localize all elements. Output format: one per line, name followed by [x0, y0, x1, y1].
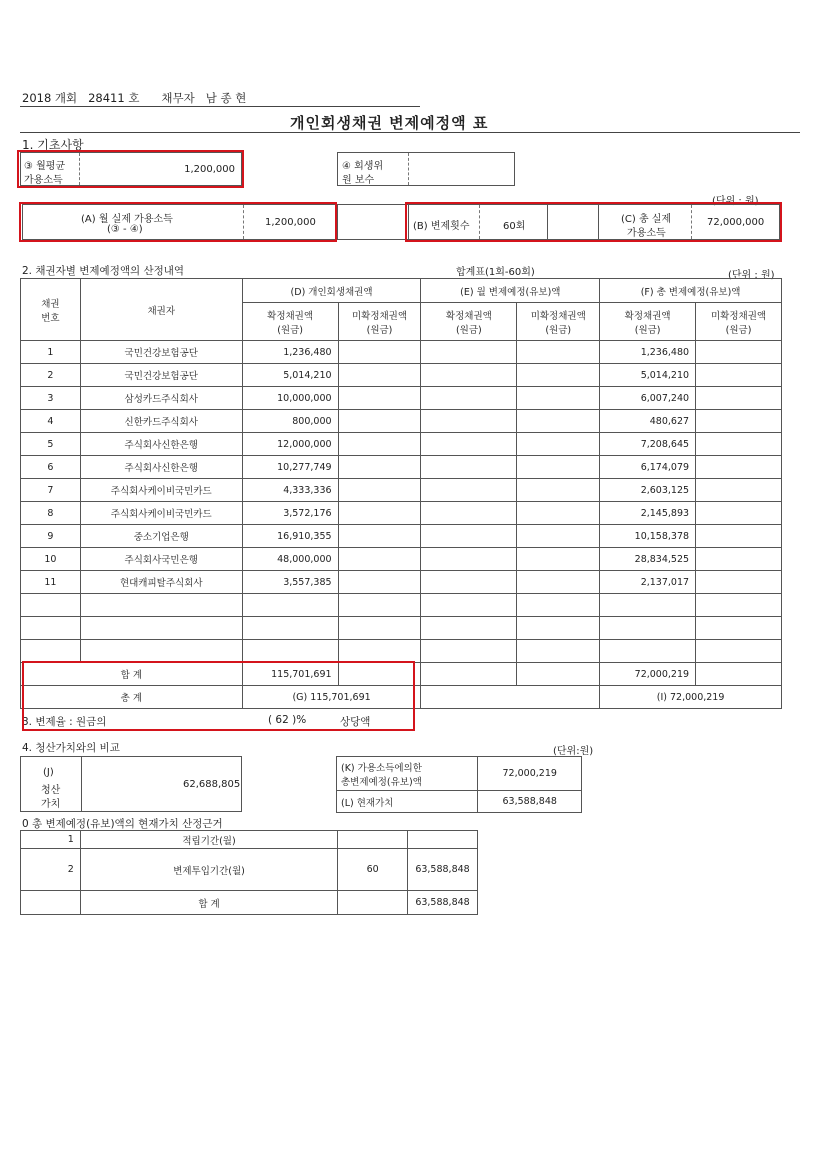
table-row — [21, 502, 782, 525]
row-f-confirmed: 2,603,125 — [600, 479, 696, 502]
row-no — [21, 617, 81, 640]
sub-paren: (원금) — [725, 324, 752, 336]
sub-label: 미확정채권액 — [351, 310, 408, 322]
j-label-3: 가치 — [41, 799, 61, 810]
row-f-unconfirmed — [696, 525, 782, 548]
row-creditor: 중소기업은행 — [80, 525, 242, 548]
comparison-table — [336, 756, 582, 813]
pv-total-no — [21, 891, 81, 915]
row-d-unconfirmed — [338, 387, 421, 410]
row-no: 7 — [21, 479, 81, 502]
pv-no: 2 — [21, 849, 81, 891]
row-f-confirmed: 2,137,017 — [600, 571, 696, 594]
pv-months: 60 — [338, 849, 408, 891]
pv-label: 변제투입기간(월) — [80, 849, 337, 891]
row-f-confirmed: 28,834,525 — [600, 548, 696, 571]
row-no — [21, 640, 81, 663]
subtotal-e-unconfirmed — [517, 663, 600, 686]
row-f-confirmed: 7,208,645 — [600, 433, 696, 456]
row-e-unconfirmed — [517, 502, 600, 525]
col-no-1: 채권 — [41, 298, 60, 310]
row-d-unconfirmed — [338, 364, 421, 387]
table-row — [21, 640, 782, 663]
subtotal-d: 115,701,691 — [242, 663, 338, 686]
row-d-unconfirmed — [338, 571, 421, 594]
row-f-unconfirmed — [696, 364, 782, 387]
pv-total-label: 합 계 — [80, 891, 337, 915]
row-d-confirmed: 48,000,000 — [242, 548, 338, 571]
sub-label: 미확정채권액 — [711, 310, 767, 322]
pv-row-1 — [21, 831, 478, 849]
section5-heading: 0 총 변제예정(유보)액의 현재가치 산정근거 — [22, 818, 223, 830]
row-e-confirmed — [421, 617, 517, 640]
row-creditor: 국민건강보험공단 — [80, 341, 242, 364]
repayment-rate-value: ( 62 )% — [268, 714, 307, 726]
case-number — [22, 90, 246, 106]
table-row — [21, 594, 782, 617]
page-title: 개인회생채권 변제예정액 표 — [290, 114, 489, 132]
row-no: 3 — [21, 387, 81, 410]
pv-months — [338, 831, 408, 849]
row-d-unconfirmed — [338, 502, 421, 525]
sub-paren: (원금) — [277, 324, 303, 336]
subtotal-f: 72,000,219 — [600, 663, 696, 686]
row-d-unconfirmed — [338, 456, 421, 479]
row-d-confirmed — [242, 594, 338, 617]
l-label: (L) 현재가치 — [337, 791, 478, 813]
monthly-income-label-1: ③ 월평균 — [24, 161, 66, 172]
row-no: 10 — [21, 548, 81, 571]
row-creditor: 주식회사케이비국민카드 — [80, 502, 242, 525]
row-d-unconfirmed — [338, 433, 421, 456]
row-no: 9 — [21, 525, 81, 548]
row-f-confirmed: 1,236,480 — [600, 341, 696, 364]
row-e-confirmed — [421, 548, 517, 571]
row-d-confirmed: 16,910,355 — [242, 525, 338, 548]
pv-no: 1 — [21, 831, 81, 849]
total-g: (G) 115,701,691 — [242, 686, 421, 709]
pv-row-2 — [21, 849, 478, 891]
row-d-unconfirmed — [338, 341, 421, 364]
table-row — [21, 548, 782, 571]
row-e-unconfirmed — [517, 410, 600, 433]
row-d-unconfirmed — [338, 525, 421, 548]
table-row — [21, 410, 782, 433]
row-no: 6 — [21, 456, 81, 479]
row-d-confirmed: 4,333,336 — [242, 479, 338, 502]
row-no: 1 — [21, 341, 81, 364]
sub-paren: (원금) — [366, 324, 393, 336]
col-creditor-header: 채권자 — [80, 279, 242, 341]
sub-paren: (원금) — [455, 324, 482, 336]
sub-label: 확정채권액 — [267, 310, 314, 322]
pv-value — [408, 831, 478, 849]
table-row — [21, 456, 782, 479]
sub-label: 확정채권액 — [624, 310, 671, 322]
j-value: 62,688,805 — [183, 779, 241, 790]
row-f-unconfirmed — [696, 548, 782, 571]
row-creditor: 주식회사국민은행 — [80, 548, 242, 571]
row-f-confirmed: 6,007,240 — [600, 387, 696, 410]
k-row — [337, 757, 582, 791]
highlight-bc — [405, 202, 782, 242]
row-e-unconfirmed — [517, 548, 600, 571]
subtotal-f-unconfirmed — [696, 663, 782, 686]
pv-label: 적립기간(월) — [80, 831, 337, 849]
row-e-confirmed — [421, 456, 517, 479]
row-e-confirmed — [421, 341, 517, 364]
section2-subtitle: 합계표(1회-60회) — [456, 267, 535, 278]
row-e-confirmed — [421, 571, 517, 594]
row-e-unconfirmed — [517, 594, 600, 617]
row-f-unconfirmed — [696, 410, 782, 433]
row-f-confirmed: 480,627 — [600, 410, 696, 433]
section4-heading: 4. 청산가치와의 비교 — [22, 742, 120, 754]
subtotal-label: 합 계 — [21, 663, 243, 686]
d-unconfirmed-header — [338, 303, 421, 341]
row-f-confirmed — [600, 640, 696, 663]
table-row — [21, 617, 782, 640]
row-no — [21, 594, 81, 617]
table-row — [21, 433, 782, 456]
j-label-1: (J) — [43, 767, 54, 778]
d-confirmed-header — [242, 303, 338, 341]
pv-value: 63,588,848 — [408, 849, 478, 891]
pv-total-row — [21, 891, 478, 915]
row-e-unconfirmed — [517, 479, 600, 502]
row-e-unconfirmed — [517, 525, 600, 548]
row-d-unconfirmed — [338, 617, 421, 640]
row-f-confirmed: 10,158,378 — [600, 525, 696, 548]
sub-paren: (원금) — [545, 324, 572, 336]
b-label: (B) 변제횟수 — [413, 221, 470, 232]
c-value: 72,000,000 — [707, 217, 765, 228]
a-value: 1,200,000 — [265, 217, 316, 228]
row-d-confirmed: 800,000 — [242, 410, 338, 433]
row-d-unconfirmed — [338, 640, 421, 663]
row-e-unconfirmed — [517, 341, 600, 364]
row-f-confirmed: 2,145,893 — [600, 502, 696, 525]
table-row — [21, 571, 782, 594]
table-row — [21, 387, 782, 410]
row-e-unconfirmed — [517, 456, 600, 479]
row-e-unconfirmed — [517, 640, 600, 663]
row-creditor: 신한카드주식회사 — [80, 410, 242, 433]
subtotal-e — [421, 663, 517, 686]
row-d-confirmed — [242, 640, 338, 663]
row-f-confirmed — [600, 594, 696, 617]
trustee-fee-label-1: ④ 회생위 — [342, 161, 384, 172]
row-creditor: 주식회사케이비국민카드 — [80, 479, 242, 502]
total-e — [421, 686, 600, 709]
trustee-fee-label-2: 원 보수 — [342, 175, 375, 186]
section1-unit: (단위 : 원) — [712, 196, 759, 207]
row-f-unconfirmed — [696, 387, 782, 410]
l-row — [337, 791, 582, 813]
row-no: 5 — [21, 433, 81, 456]
sub-paren: (원금) — [634, 324, 661, 336]
row-f-unconfirmed — [696, 502, 782, 525]
table-row — [21, 479, 782, 502]
row-creditor: 현대캐피탈주식회사 — [80, 571, 242, 594]
row-e-confirmed — [421, 502, 517, 525]
row-d-unconfirmed — [338, 594, 421, 617]
row-creditor: 주식회사신한은행 — [80, 456, 242, 479]
k-label — [337, 757, 478, 791]
row-e-unconfirmed — [517, 571, 600, 594]
monthly-income-value: 1,200,000 — [184, 164, 235, 175]
col-no-header — [21, 279, 81, 341]
e-confirmed-header — [421, 303, 517, 341]
row-e-unconfirmed — [517, 617, 600, 640]
row-d-confirmed — [242, 617, 338, 640]
b-value: 60회 — [503, 221, 526, 232]
c-label-1: (C) 총 실제 — [621, 214, 672, 225]
row-e-confirmed — [421, 410, 517, 433]
sub-label: 미확정채권액 — [530, 310, 586, 322]
row-e-unconfirmed — [517, 364, 600, 387]
row-no: 4 — [21, 410, 81, 433]
total-i: (I) 72,000,219 — [600, 686, 782, 709]
row-f-unconfirmed — [696, 341, 782, 364]
row-d-unconfirmed — [338, 479, 421, 502]
table-row — [21, 525, 782, 548]
row-d-unconfirmed — [338, 410, 421, 433]
row-e-confirmed — [421, 640, 517, 663]
row-d-confirmed: 1,236,480 — [242, 341, 338, 364]
row-f-unconfirmed — [696, 433, 782, 456]
k-value: 72,000,219 — [478, 757, 582, 791]
section2-heading: 2. 채권자별 변제예정액의 산정내역 — [22, 265, 185, 277]
c-label-2: 가용소득 — [627, 228, 666, 239]
trustee-fee-box — [337, 152, 515, 186]
group-f-header: (F) 총 변제예정(유보)액 — [600, 279, 782, 303]
row-d-confirmed: 10,000,000 — [242, 387, 338, 410]
creditor-table — [20, 278, 782, 709]
divider — [81, 757, 82, 811]
row-d-confirmed: 10,277,749 — [242, 456, 338, 479]
row-e-confirmed — [421, 594, 517, 617]
row-f-unconfirmed — [696, 594, 782, 617]
f-unconfirmed-header — [696, 303, 782, 341]
debtor-label: 채무자 — [161, 91, 195, 105]
row-e-confirmed — [421, 479, 517, 502]
liquidation-value-box — [20, 756, 242, 812]
case-no: 28411 호 — [88, 91, 140, 105]
j-label-2: 청산 — [41, 785, 61, 796]
repayment-rate-label: 3. 변제율 : 원금의 — [22, 716, 107, 728]
pv-total-value: 63,588,848 — [408, 891, 478, 915]
row-f-unconfirmed — [696, 571, 782, 594]
table-row — [21, 364, 782, 387]
k-label-1: (K) 가용소득에의한 — [341, 762, 422, 774]
row-no: 8 — [21, 502, 81, 525]
row-f-unconfirmed — [696, 640, 782, 663]
row-f-unconfirmed — [696, 479, 782, 502]
pv-total-months — [338, 891, 408, 915]
case-year: 2018 개회 — [22, 91, 78, 105]
highlight-a — [19, 202, 337, 242]
section2-unit: (단위 : 원) — [728, 270, 775, 281]
table-row — [21, 341, 782, 364]
present-value-table — [20, 830, 478, 915]
row-e-confirmed — [421, 364, 517, 387]
row-d-confirmed: 3,572,176 — [242, 502, 338, 525]
l-value: 63,588,848 — [478, 791, 582, 813]
section1-heading: 1. 기초사항 — [22, 138, 84, 152]
k-label-2: 총변제예정(유보)액 — [341, 776, 422, 788]
row-d-confirmed: 3,557,385 — [242, 571, 338, 594]
total-label: 총 계 — [21, 686, 243, 709]
divider — [337, 205, 338, 239]
highlight-monthly-income — [17, 150, 244, 188]
group-d-header: (D) 개인회생채권액 — [242, 279, 421, 303]
row-creditor: 삼성카드주식회사 — [80, 387, 242, 410]
e-unconfirmed-header — [517, 303, 600, 341]
group-e-header: (E) 월 변제예정(유보)액 — [421, 279, 600, 303]
repayment-rate-suffix: 상당액 — [340, 716, 371, 728]
row-e-unconfirmed — [517, 433, 600, 456]
row-f-unconfirmed — [696, 617, 782, 640]
row-creditor: 국민건강보험공단 — [80, 364, 242, 387]
row-e-unconfirmed — [517, 387, 600, 410]
row-d-confirmed: 5,014,210 — [242, 364, 338, 387]
title-rule — [20, 132, 800, 133]
creditor-rows — [21, 341, 782, 663]
row-creditor — [80, 640, 242, 663]
highlight-totals — [22, 661, 415, 731]
row-f-confirmed: 6,174,079 — [600, 456, 696, 479]
row-e-confirmed — [421, 433, 517, 456]
row-e-confirmed — [421, 387, 517, 410]
col-no-2: 번호 — [41, 312, 60, 324]
section4-unit: (단위:원) — [553, 746, 594, 757]
divider — [408, 153, 409, 185]
row-d-unconfirmed — [338, 548, 421, 571]
sub-label: 확정채권액 — [445, 310, 492, 322]
row-e-confirmed — [421, 525, 517, 548]
row-d-confirmed: 12,000,000 — [242, 433, 338, 456]
row-creditor: 주식회사신한은행 — [80, 433, 242, 456]
f-confirmed-header — [600, 303, 696, 341]
header-underline — [20, 106, 420, 107]
row-no: 2 — [21, 364, 81, 387]
a-label-2: (③ - ④) — [107, 224, 143, 235]
debtor-name: 남 종 현 — [205, 91, 247, 105]
row-creditor — [80, 617, 242, 640]
row-f-confirmed — [600, 617, 696, 640]
row-creditor — [80, 594, 242, 617]
row-no: 11 — [21, 571, 81, 594]
a-label-1: (A) 월 실제 가용소득 — [81, 214, 173, 225]
row-f-unconfirmed — [696, 456, 782, 479]
row-f-confirmed: 5,014,210 — [600, 364, 696, 387]
monthly-income-label-2: 가용소득 — [24, 175, 63, 186]
